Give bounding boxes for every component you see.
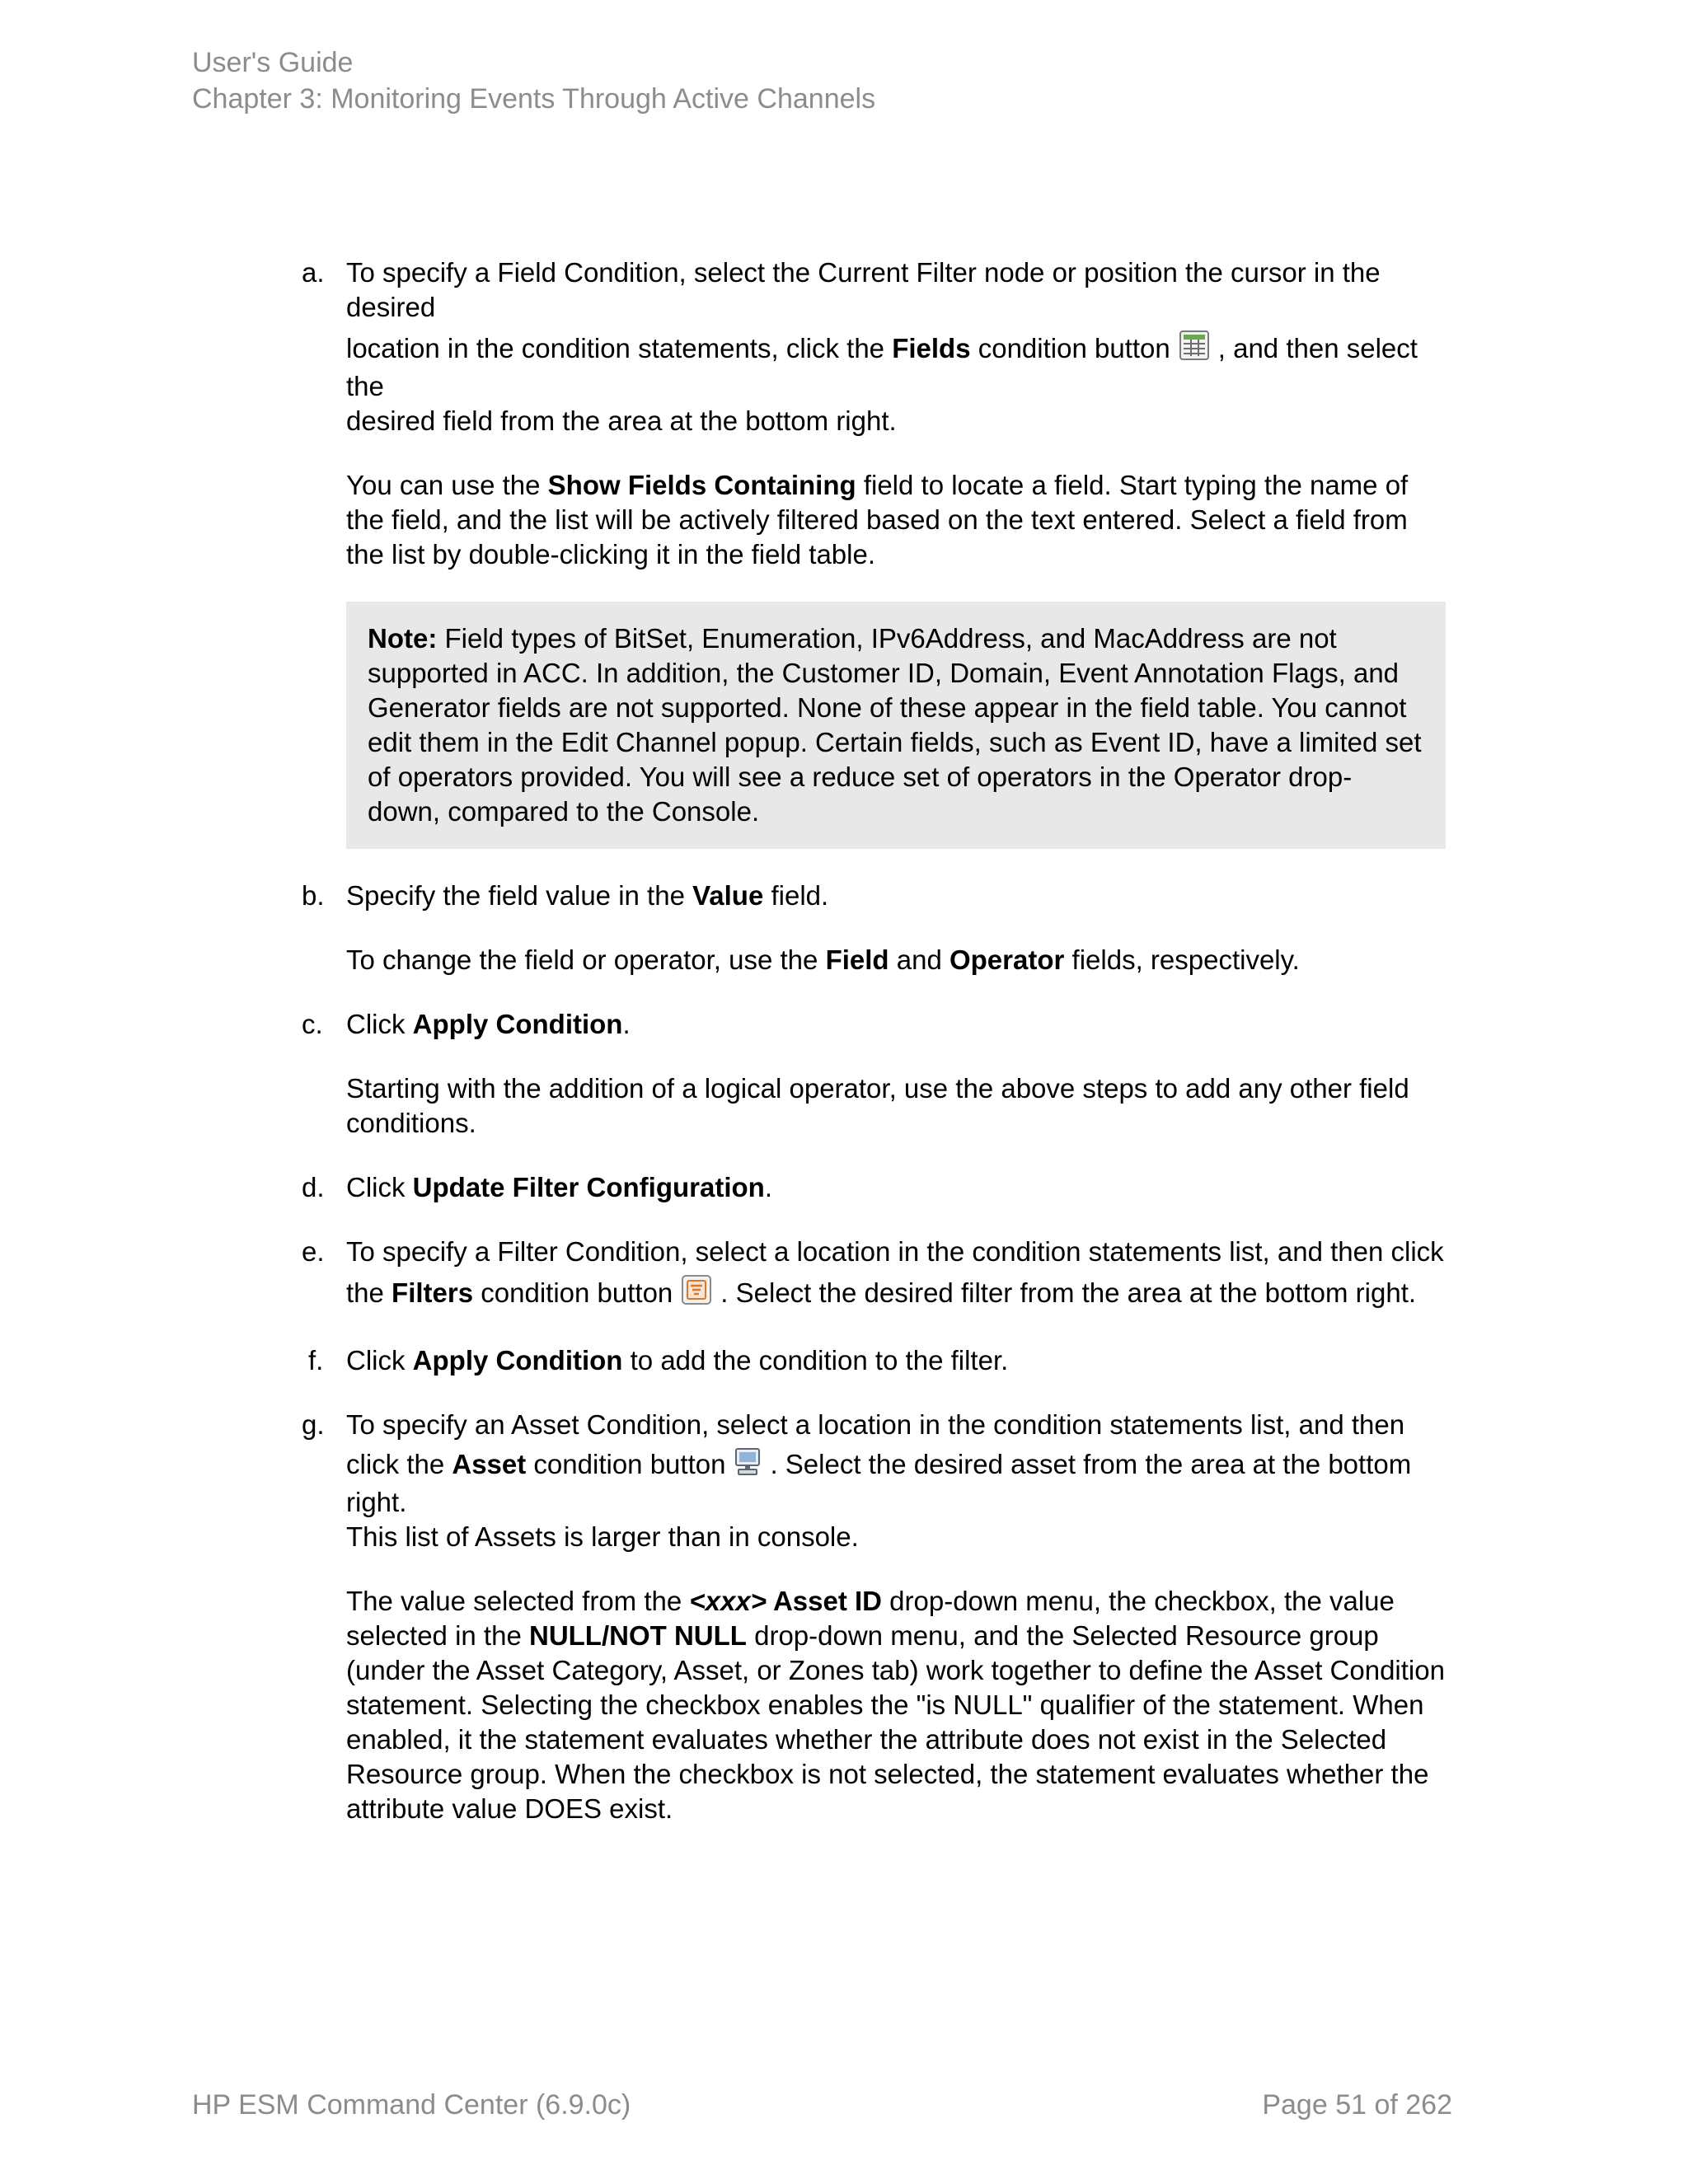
table-grid-icon [1179,330,1210,369]
step-d [302,1170,1452,1205]
step-a-line3: desired field from the area at the bottom right. [346,405,897,436]
step-e-line2: the Filters condition button . Select the desired filter from the area at the bottom right. [346,1274,1452,1314]
step-marker: f. [308,1345,324,1376]
step-e [302,1235,1452,1314]
fields-label: Fields [892,333,971,363]
step-a-show-fields-paragraph: You can use the Show Fields Containing field to locate a field. Start typing the name of the field, and the list will be actively filtered based on the text entered. Select a field from the list by double-clicking it in the field table. [346,470,1409,569]
step-g-instruction [346,1408,1452,1554]
step-c-instruction: Click Apply Condition. [346,1009,631,1039]
step-g [302,1408,1452,1826]
computer-icon [734,1447,762,1485]
step-g-line2: click the Asset condition button . Select the desired asset from the area at the bottom right. [346,1449,1412,1517]
step-c [302,1007,1452,1141]
step-g-line3: This list of Assets is larger than in console. [346,1521,859,1552]
step-marker: d. [302,1172,325,1202]
footer-page-number: Page 51 of 262 [1262,2089,1452,2121]
note-box [346,602,1446,849]
step-marker: g. [302,1409,325,1440]
note-label: Note: [368,623,438,654]
step-c-detail: Starting with the addition of a logical operator, use the above steps to add any other field conditions. [346,1073,1409,1138]
step-marker: a. [302,257,325,288]
asset-label: Asset [452,1449,527,1479]
step-e-instruction [346,1235,1452,1314]
filter-icon [681,1274,712,1314]
step-marker: b. [302,880,325,911]
step-b-detail: To change the field or operator, use the Field and Operator fields, respectively. [346,944,1300,975]
header-guide-title: User's Guide [192,47,354,78]
step-a-line1: To specify a Field Condition, select the Current Filter node or position the cursor in the desired [346,257,1381,322]
step-marker: c. [302,1009,323,1039]
step-g-line1: To specify an Asset Condition, select a location in the condition statements list, and then [346,1409,1405,1440]
step-f [302,1343,1452,1378]
step-g-detail: The value selected from the <xxx> Asset ID drop-down menu, the checkbox, the value selected in the NULL/NOT NULL drop-down menu, and the Selected Resource group (under the Asset Category, Asset, or Zones tab) work together to define the Asset Condition statement. Selecting the checkbox enables the "is NULL" qualifier of the statement. When enabled, it the statement evaluates whether the attribute does not exist in the Selected Resource group. When the checkbox is not selected, the statement evaluates whether the attribute value DOES exist. [346,1586,1445,1824]
header-chapter-title: Chapter 3: Monitoring Events Through Active Channels [192,83,876,115]
footer-product: HP ESM Command Center (6.9.0c) [192,2089,631,2121]
step-b [302,879,1452,977]
step-d-instruction: Click Update Filter Configuration. [346,1172,772,1202]
page-header [192,45,875,117]
step-b-instruction: Specify the field value in the Value field. [346,880,829,911]
step-e-line1: To specify a Filter Condition, select a location in the condition statements list, and then click [346,1236,1444,1267]
step-marker: e. [302,1236,325,1267]
step-a-instruction [346,255,1452,438]
step-f-instruction: Click Apply Condition to add the condition to the filter. [346,1345,1009,1376]
step-a [302,255,1452,849]
main-content [302,255,1452,1856]
note-text: Field types of BitSet, Enumeration, IPv6Address, and MacAddress are not supported in ACC. In addition, the Customer ID, Domain, Event Annotation Flags, and Generator fields are not supported. None of these appear in the field table. You cannot edit them in the Edit Channel popup. Certain fields, such as Event ID, have a limited set of operators provided. You will see a reduce set of operators in the Operator drop-down, compared to the Console. [368,623,1422,827]
step-a-line2: location in the condition statements, click the Fields condition button , and then select the [346,330,1452,404]
filters-label: Filters [392,1277,474,1308]
